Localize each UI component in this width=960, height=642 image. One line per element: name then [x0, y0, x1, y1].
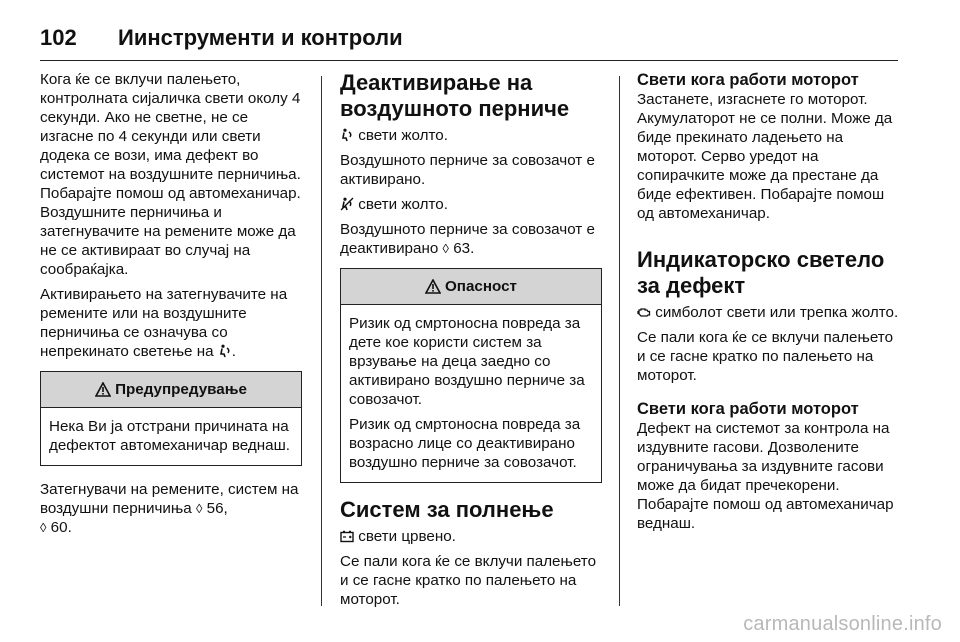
danger-text: Ризик од смртоносна повреда за дете кое користи систем за врзување на деца заедно со активирано воздушно перниче за совозачот. [349, 315, 585, 408]
column-divider [321, 76, 322, 606]
warning-box [40, 371, 302, 466]
paragraph-text: свети црвено. [358, 528, 456, 545]
column-1 [40, 70, 302, 612]
page-ref-icon: ◊ [442, 241, 449, 256]
column-2 [340, 70, 602, 612]
watermark: carmanualsonline.info [743, 613, 942, 635]
paragraph: Кога ќе се вклучи палењето, контролната сијаличка свети околу 4 секунди. Ако не светне, не се изгасне по 4 секунди или свети додека се вози, има дефект во системот на воздушните перничиња. Побарајте помош од автомеханичар. Воздушните перничиња и затегнувачите на ремените може да не се активираат во случај на сообраќајка. [40, 71, 301, 278]
paragraph [637, 303, 900, 322]
paragraph [40, 285, 302, 361]
page-number: 102 [40, 25, 77, 50]
paragraph [340, 220, 602, 258]
column-3 [637, 70, 900, 612]
battery-icon [340, 529, 354, 543]
paragraph-text: Затегнувачи на ремените, систем на воздушни перничиња [40, 481, 299, 517]
paragraph: Се пали кога ќе се вклучи палењето и се гасне кратко по палењето на моторот. [340, 553, 597, 608]
paragraph [340, 126, 602, 145]
danger-box-header [341, 269, 601, 305]
section-heading: Систем за полнење [340, 497, 554, 522]
paragraph [340, 195, 602, 214]
airbag-icon [218, 344, 232, 358]
subheading: Свети кога работи моторот [637, 71, 859, 89]
danger-box [340, 268, 602, 483]
page-header [40, 16, 898, 61]
page-title: Иинструменти и контроли [118, 25, 403, 50]
engine-icon [637, 305, 651, 319]
paragraph [340, 527, 602, 546]
warning-triangle-icon [425, 279, 441, 294]
subheading: Свети кога работи моторот [637, 400, 859, 418]
paragraph-text: симболот свети или трепка жолто. [655, 304, 899, 321]
paragraph: Воздушното перниче за совозачот е активирано. [340, 152, 595, 188]
section-heading: Индикаторско светело за дефект [637, 247, 885, 298]
danger-text: Ризик од смртоносна повреда за возрасно лице со деактивирано воздушно перниче за совозачот. [349, 416, 581, 471]
paragraph-text: . [231, 343, 237, 360]
airbag-off-icon [340, 197, 354, 211]
paragraph [40, 480, 302, 537]
page-ref-icon: ◊ [40, 520, 47, 535]
column-divider [619, 76, 620, 606]
page-ref[interactable]: 63. [453, 240, 475, 257]
paragraph-text: свети жолто. [358, 127, 448, 144]
paragraph: Застанете, изгаснете го моторот. Акумулаторот не се полни. Може да биде прекинато ладењето на моторот. Серво уредот на сопирачките може да престане да биде ефективен. Побарајте помош од автомеханичар. [637, 91, 893, 222]
page-ref[interactable]: 56, [206, 500, 228, 517]
warning-title: Предупредување [115, 381, 247, 398]
paragraph-text: свети жолто. [358, 196, 448, 213]
section-heading: Деактивирање на воздушното перниче [340, 70, 570, 121]
paragraph: Дефект на системот за контрола на издувните гасови. Дозволените ограничувања за издувните гасови може да бидат пречекорени. Побарајте помош од автомеханичар веднаш. [637, 420, 894, 532]
airbag-on-icon [340, 128, 354, 142]
warning-triangle-icon [95, 382, 111, 397]
warning-box-header [41, 372, 301, 408]
paragraph: Се пали кога ќе се вклучи палењето и се гасне кратко по палењето на моторот. [637, 329, 894, 384]
danger-title: Опасност [444, 278, 517, 295]
warning-text: Нека Ви ја отстрани причината на дефектот автомеханичар веднаш. [49, 418, 290, 454]
paragraph-text: Воздушното перниче за совозачот е деактивирано [340, 221, 595, 257]
paragraph-text: Активирањето на затегнувачите на ремените или на воздушните перничиња се означува со непрекинато светење на [40, 286, 288, 360]
page-ref[interactable]: 60. [50, 519, 72, 536]
page-ref-icon: ◊ [195, 501, 203, 516]
